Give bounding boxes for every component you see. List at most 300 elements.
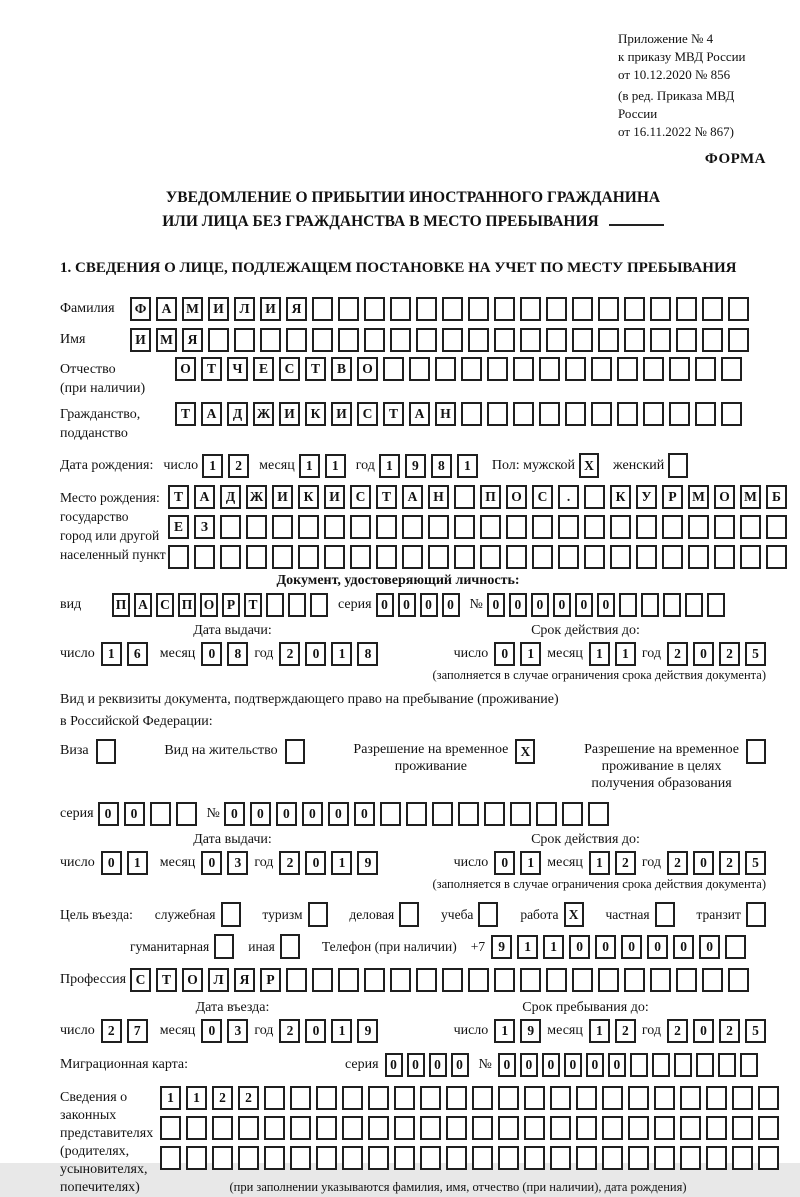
char-cell[interactable]: В [331,357,352,381]
char-cell[interactable] [643,402,664,426]
char-cell[interactable]: С [357,402,378,426]
char-cell[interactable] [168,545,189,569]
char-cell[interactable]: 0 [429,1053,447,1077]
char-cell[interactable]: 1 [331,642,352,666]
char-cell[interactable] [513,402,534,426]
char-cell[interactable] [550,1086,571,1110]
char-cell[interactable] [602,1116,623,1140]
gender-male-checkbox[interactable]: X [579,453,599,478]
char-cell[interactable]: А [156,297,177,321]
char-cell[interactable] [286,968,307,992]
char-cell[interactable] [619,593,637,617]
char-cell[interactable] [212,1116,233,1140]
temp-residence-checkbox[interactable]: X [515,739,535,764]
char-cell[interactable]: П [178,593,196,617]
char-cell[interactable]: Я [286,297,307,321]
char-cell[interactable] [524,1146,545,1170]
char-cell[interactable]: И [260,297,281,321]
char-cell[interactable] [650,297,671,321]
char-cell[interactable] [272,545,293,569]
char-cell[interactable] [641,593,659,617]
char-cell[interactable]: 0 [520,1053,538,1077]
char-cell[interactable] [558,515,579,539]
char-cell[interactable]: . [558,485,579,509]
char-cell[interactable]: 1 [494,1019,515,1043]
char-cell[interactable] [208,328,229,352]
char-cell[interactable] [264,1116,285,1140]
char-cell[interactable]: 1 [589,642,610,666]
char-cell[interactable] [740,515,761,539]
char-cell[interactable] [312,328,333,352]
char-cell[interactable]: 0 [101,851,122,875]
char-cell[interactable]: Р [222,593,240,617]
char-cell[interactable] [572,297,593,321]
char-cell[interactable] [602,1146,623,1170]
char-cell[interactable]: 0 [328,802,349,826]
char-cell[interactable] [572,328,593,352]
char-cell[interactable] [728,968,749,992]
char-cell[interactable] [588,802,609,826]
char-cell[interactable] [472,1086,493,1110]
char-cell[interactable]: 0 [487,593,505,617]
temp-residence-edu-checkbox[interactable] [746,739,766,764]
char-cell[interactable] [394,1116,415,1140]
char-cell[interactable]: К [610,485,631,509]
char-cell[interactable]: Т [383,402,404,426]
char-cell[interactable] [220,515,241,539]
char-cell[interactable]: 0 [621,935,642,959]
char-cell[interactable] [480,545,501,569]
char-cell[interactable]: 2 [719,1019,740,1043]
char-cell[interactable] [312,968,333,992]
char-cell[interactable]: Н [428,485,449,509]
char-cell[interactable] [680,1146,701,1170]
char-cell[interactable]: 0 [305,851,326,875]
char-cell[interactable]: И [208,297,229,321]
char-cell[interactable]: 2 [228,454,249,478]
char-cell[interactable]: 0 [201,642,222,666]
char-cell[interactable]: 0 [442,593,460,617]
char-cell[interactable] [546,328,567,352]
char-cell[interactable] [624,968,645,992]
char-cell[interactable]: Ф [130,297,151,321]
char-cell[interactable]: О [506,485,527,509]
char-cell[interactable] [702,297,723,321]
char-cell[interactable]: Е [253,357,274,381]
residence-permit-checkbox[interactable] [285,739,305,764]
char-cell[interactable]: Д [227,402,248,426]
char-cell[interactable]: 0 [693,642,714,666]
char-cell[interactable]: 1 [331,851,352,875]
char-cell[interactable]: 0 [693,851,714,875]
char-cell[interactable] [598,297,619,321]
char-cell[interactable]: 1 [543,935,564,959]
char-cell[interactable] [442,328,463,352]
char-cell[interactable] [654,1146,675,1170]
visa-checkbox[interactable] [96,739,116,764]
char-cell[interactable]: 2 [667,642,688,666]
char-cell[interactable]: М [156,328,177,352]
char-cell[interactable]: 0 [420,593,438,617]
char-cell[interactable]: И [279,402,300,426]
char-cell[interactable]: 9 [405,454,426,478]
char-cell[interactable] [506,545,527,569]
char-cell[interactable] [494,297,515,321]
char-cell[interactable]: 0 [569,935,590,959]
char-cell[interactable] [394,1146,415,1170]
char-cell[interactable] [706,1146,727,1170]
char-cell[interactable] [458,802,479,826]
char-cell[interactable]: С [156,593,174,617]
char-cell[interactable] [420,1146,441,1170]
char-cell[interactable]: 1 [615,642,636,666]
char-cell[interactable]: 2 [719,851,740,875]
char-cell[interactable] [562,802,583,826]
char-cell[interactable] [390,328,411,352]
char-cell[interactable]: 0 [509,593,527,617]
char-cell[interactable] [484,802,505,826]
char-cell[interactable] [669,402,690,426]
char-cell[interactable]: 9 [357,851,378,875]
char-cell[interactable] [160,1116,181,1140]
char-cell[interactable] [402,545,423,569]
char-cell[interactable]: 0 [451,1053,469,1077]
char-cell[interactable]: 1 [202,454,223,478]
transit-checkbox[interactable] [746,902,766,927]
char-cell[interactable] [454,515,475,539]
char-cell[interactable] [472,1116,493,1140]
char-cell[interactable] [706,1116,727,1140]
char-cell[interactable]: С [350,485,371,509]
char-cell[interactable] [584,485,605,509]
char-cell[interactable] [364,328,385,352]
char-cell[interactable]: О [714,485,735,509]
char-cell[interactable] [758,1086,779,1110]
char-cell[interactable]: 2 [279,1019,300,1043]
char-cell[interactable] [676,297,697,321]
char-cell[interactable] [702,968,723,992]
char-cell[interactable] [688,545,709,569]
char-cell[interactable] [368,1086,389,1110]
char-cell[interactable]: 2 [238,1086,259,1110]
char-cell[interactable] [513,357,534,381]
char-cell[interactable] [298,515,319,539]
char-cell[interactable] [376,545,397,569]
char-cell[interactable]: 0 [647,935,668,959]
char-cell[interactable] [550,1146,571,1170]
char-cell[interactable] [539,402,560,426]
char-cell[interactable]: 9 [357,1019,378,1043]
humanitarian-checkbox[interactable] [214,934,234,959]
char-cell[interactable]: Б [766,485,787,509]
char-cell[interactable] [524,1086,545,1110]
char-cell[interactable]: 3 [227,851,248,875]
char-cell[interactable]: П [480,485,501,509]
char-cell[interactable] [546,968,567,992]
char-cell[interactable] [266,593,284,617]
char-cell[interactable] [539,357,560,381]
char-cell[interactable]: 6 [127,642,148,666]
char-cell[interactable] [532,545,553,569]
char-cell[interactable] [520,968,541,992]
char-cell[interactable] [324,515,345,539]
char-cell[interactable] [324,545,345,569]
char-cell[interactable] [706,1086,727,1110]
char-cell[interactable] [740,545,761,569]
char-cell[interactable] [680,1116,701,1140]
char-cell[interactable] [234,328,255,352]
char-cell[interactable]: 9 [520,1019,541,1043]
char-cell[interactable] [342,1146,363,1170]
char-cell[interactable] [194,545,215,569]
char-cell[interactable]: Р [260,968,281,992]
char-cell[interactable] [714,515,735,539]
char-cell[interactable]: 8 [357,642,378,666]
char-cell[interactable] [416,297,437,321]
char-cell[interactable] [416,968,437,992]
other-checkbox[interactable] [280,934,300,959]
char-cell[interactable] [546,297,567,321]
char-cell[interactable] [461,402,482,426]
char-cell[interactable]: 0 [407,1053,425,1077]
char-cell[interactable] [652,1053,670,1077]
char-cell[interactable]: О [357,357,378,381]
char-cell[interactable]: 0 [305,1019,326,1043]
char-cell[interactable]: 0 [354,802,375,826]
char-cell[interactable] [312,297,333,321]
char-cell[interactable] [316,1146,337,1170]
char-cell[interactable] [732,1086,753,1110]
char-cell[interactable] [685,593,703,617]
private-checkbox[interactable] [655,902,675,927]
char-cell[interactable]: 2 [279,851,300,875]
char-cell[interactable] [428,545,449,569]
char-cell[interactable] [338,328,359,352]
char-cell[interactable] [536,802,557,826]
char-cell[interactable] [176,802,197,826]
char-cell[interactable] [487,402,508,426]
char-cell[interactable] [680,1086,701,1110]
char-cell[interactable]: 0 [305,642,326,666]
char-cell[interactable] [186,1116,207,1140]
char-cell[interactable]: О [175,357,196,381]
char-cell[interactable] [338,968,359,992]
char-cell[interactable] [676,968,697,992]
char-cell[interactable]: М [182,297,203,321]
char-cell[interactable] [238,1146,259,1170]
char-cell[interactable] [406,802,427,826]
char-cell[interactable] [728,328,749,352]
char-cell[interactable] [364,968,385,992]
char-cell[interactable]: С [279,357,300,381]
char-cell[interactable]: 1 [186,1086,207,1110]
char-cell[interactable]: 1 [520,851,541,875]
char-cell[interactable]: 0 [494,642,515,666]
char-cell[interactable] [591,402,612,426]
char-cell[interactable] [498,1146,519,1170]
char-cell[interactable] [732,1146,753,1170]
char-cell[interactable] [368,1116,389,1140]
char-cell[interactable] [316,1116,337,1140]
char-cell[interactable]: 0 [224,802,245,826]
char-cell[interactable] [350,515,371,539]
char-cell[interactable] [342,1116,363,1140]
char-cell[interactable]: 0 [124,802,145,826]
char-cell[interactable]: 1 [379,454,400,478]
char-cell[interactable]: 1 [299,454,320,478]
char-cell[interactable] [342,1086,363,1110]
char-cell[interactable]: Т [168,485,189,509]
char-cell[interactable]: П [112,593,130,617]
char-cell[interactable] [524,1116,545,1140]
char-cell[interactable]: Т [244,593,262,617]
char-cell[interactable] [380,802,401,826]
char-cell[interactable] [650,968,671,992]
char-cell[interactable] [628,1116,649,1140]
char-cell[interactable] [576,1086,597,1110]
char-cell[interactable]: 2 [279,642,300,666]
char-cell[interactable]: 0 [276,802,297,826]
char-cell[interactable] [498,1116,519,1140]
char-cell[interactable] [676,328,697,352]
char-cell[interactable] [732,1116,753,1140]
char-cell[interactable] [617,402,638,426]
char-cell[interactable] [310,593,328,617]
char-cell[interactable] [628,1086,649,1110]
char-cell[interactable] [520,328,541,352]
char-cell[interactable]: Л [208,968,229,992]
char-cell[interactable]: Т [305,357,326,381]
char-cell[interactable]: 2 [719,642,740,666]
char-cell[interactable]: А [201,402,222,426]
char-cell[interactable] [725,935,746,959]
char-cell[interactable]: М [740,485,761,509]
char-cell[interactable] [758,1116,779,1140]
char-cell[interactable] [498,1086,519,1110]
gender-female-checkbox[interactable] [668,453,688,478]
char-cell[interactable] [246,515,267,539]
char-cell[interactable]: 1 [331,1019,352,1043]
char-cell[interactable]: 0 [398,593,416,617]
char-cell[interactable] [662,545,683,569]
char-cell[interactable]: М [688,485,709,509]
char-cell[interactable]: 0 [302,802,323,826]
tourism-checkbox[interactable] [308,902,328,927]
char-cell[interactable]: 1 [457,454,478,478]
char-cell[interactable] [494,328,515,352]
char-cell[interactable] [220,545,241,569]
char-cell[interactable] [565,402,586,426]
char-cell[interactable]: Ж [253,402,274,426]
char-cell[interactable] [662,515,683,539]
char-cell[interactable]: 8 [227,642,248,666]
char-cell[interactable]: Ч [227,357,248,381]
char-cell[interactable] [212,1146,233,1170]
char-cell[interactable] [506,515,527,539]
char-cell[interactable]: 5 [745,1019,766,1043]
char-cell[interactable]: 2 [615,1019,636,1043]
char-cell[interactable] [420,1116,441,1140]
char-cell[interactable]: Т [201,357,222,381]
char-cell[interactable] [383,357,404,381]
char-cell[interactable]: 0 [201,1019,222,1043]
char-cell[interactable] [628,1146,649,1170]
char-cell[interactable] [758,1146,779,1170]
char-cell[interactable]: 0 [98,802,119,826]
char-cell[interactable]: 0 [376,593,394,617]
char-cell[interactable]: И [324,485,345,509]
char-cell[interactable]: Е [168,515,189,539]
char-cell[interactable]: И [331,402,352,426]
char-cell[interactable]: 0 [575,593,593,617]
char-cell[interactable] [702,328,723,352]
char-cell[interactable]: 0 [564,1053,582,1077]
char-cell[interactable] [740,1053,758,1077]
char-cell[interactable] [446,1146,467,1170]
char-cell[interactable]: 0 [553,593,571,617]
char-cell[interactable] [468,328,489,352]
char-cell[interactable]: 1 [101,642,122,666]
char-cell[interactable] [598,328,619,352]
char-cell[interactable] [160,1146,181,1170]
char-cell[interactable] [480,515,501,539]
char-cell[interactable] [669,357,690,381]
char-cell[interactable]: 5 [745,642,766,666]
char-cell[interactable]: 2 [667,1019,688,1043]
char-cell[interactable] [368,1146,389,1170]
char-cell[interactable]: О [182,968,203,992]
char-cell[interactable]: 0 [498,1053,516,1077]
char-cell[interactable]: 2 [212,1086,233,1110]
char-cell[interactable] [598,968,619,992]
char-cell[interactable]: 9 [491,935,512,959]
char-cell[interactable] [260,328,281,352]
char-cell[interactable] [494,968,515,992]
char-cell[interactable] [290,1116,311,1140]
char-cell[interactable] [654,1086,675,1110]
char-cell[interactable] [468,968,489,992]
char-cell[interactable]: 1 [325,454,346,478]
char-cell[interactable] [688,515,709,539]
char-cell[interactable] [624,297,645,321]
char-cell[interactable]: Т [376,485,397,509]
char-cell[interactable]: 0 [597,593,615,617]
char-cell[interactable] [286,328,307,352]
char-cell[interactable] [650,328,671,352]
char-cell[interactable]: 3 [227,1019,248,1043]
char-cell[interactable]: С [130,968,151,992]
char-cell[interactable]: У [636,485,657,509]
char-cell[interactable] [591,357,612,381]
char-cell[interactable] [394,1086,415,1110]
char-cell[interactable]: 7 [127,1019,148,1043]
business-checkbox[interactable] [399,902,419,927]
char-cell[interactable] [409,357,430,381]
char-cell[interactable]: Т [156,968,177,992]
char-cell[interactable] [532,515,553,539]
char-cell[interactable] [390,297,411,321]
char-cell[interactable]: 0 [250,802,271,826]
char-cell[interactable] [584,515,605,539]
char-cell[interactable]: 0 [608,1053,626,1077]
char-cell[interactable] [442,968,463,992]
char-cell[interactable] [416,328,437,352]
char-cell[interactable] [454,485,475,509]
char-cell[interactable] [454,545,475,569]
char-cell[interactable] [472,1146,493,1170]
char-cell[interactable] [630,1053,648,1077]
char-cell[interactable] [446,1086,467,1110]
